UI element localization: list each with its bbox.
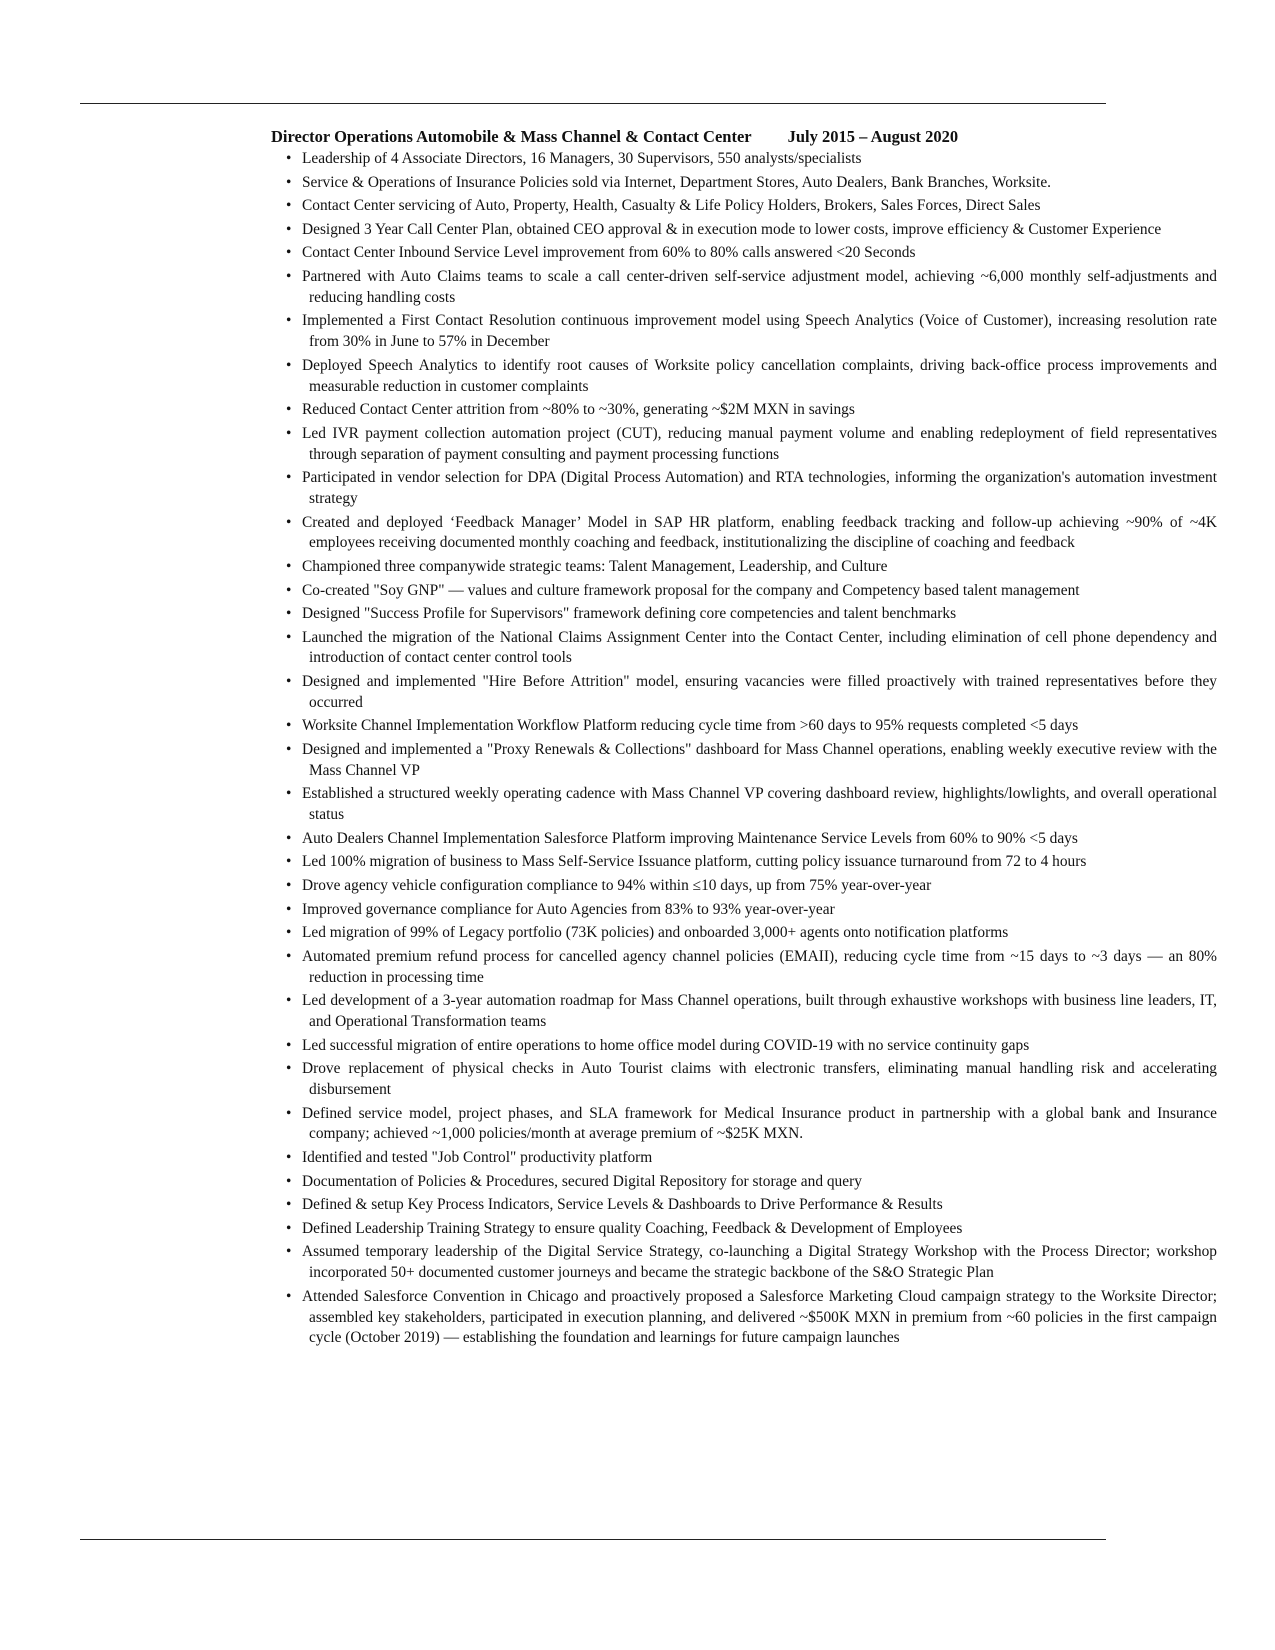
bullet-icon: • [286,197,292,215]
bullet-item [271,784,1217,826]
bullet-icon: • [286,741,292,759]
bullet-text: Attended Salesforce Convention in Chicago and proactively proposed a Salesforce Marketing Cloud campaign strategy to the Worksite Director; assembled key stakeholders, participated in execution planning, and delivered ~$500K MXN in premium from ~60 policies in the first campaign cycle (October 2019) — establishing the foundation and learnings for future campaign launches [302,1287,1217,1347]
bullet-icon: • [286,581,292,599]
bullet-text: Defined & setup Key Process Indicators, Service Levels & Dashboards to Drive Performance & Results [302,1196,943,1214]
job-dates: July 2015 – August 2020 [787,127,959,146]
bullet-text: Established a structured weekly operating cadence with Mass Channel VP covering dashboard review, highlights/lowlights, and overall operational status [302,785,1217,824]
bullet-item [271,1195,1217,1216]
bullet-icon: • [286,900,292,918]
bullet-item [271,149,1217,170]
bullet-item [271,716,1217,737]
bullet-icon: • [286,244,292,262]
bullet-item [271,173,1217,194]
bullet-text: Designed and implemented a "Proxy Renewals & Collections" dashboard for Mass Channel operations, enabling weekly executive review with the Mass Channel VP [302,741,1217,779]
bullet-text: Designed "Success Profile for Supervisors" framework defining core competencies and talent benchmarks [302,605,957,623]
bullet-icon: • [286,992,292,1010]
bullet-icon: • [286,628,292,646]
experience-section [271,126,1217,1352]
bottom-divider [80,1539,1106,1540]
bullet-text: Led 100% migration of business to Mass Self-Service Issuance platform, cutting policy issuance turnaround from 72 to 4 hours [302,853,1087,871]
bullet-icon: • [286,1060,292,1078]
bullet-icon: • [286,947,292,965]
bullet-item [271,220,1217,241]
bullet-text: Drove replacement of physical checks in Auto Tourist claims with electronic transfers, eliminating manual handling risk and accelerating disbursement [302,1060,1217,1098]
job-header [271,126,1217,148]
bullet-icon: • [286,469,292,487]
bullet-item [271,628,1217,670]
bullet-icon: • [286,513,292,531]
bullet-text: Designed and implemented "Hire Before Attrition" model, ensuring vacancies were filled proactively with trained representatives before they occurred [302,673,1217,711]
bullet-item [271,1242,1217,1284]
bullet-item [271,740,1217,782]
bullet-text: Contact Center Inbound Service Level improvement from 60% to 80% calls answered <20 Seconds [302,244,916,262]
bullet-item [271,852,1217,873]
bullet-icon: • [286,829,292,847]
bullet-item [271,672,1217,714]
bullet-icon: • [286,424,292,442]
bullet-text: Created and deployed ‘Feedback Manager’ Model in SAP HR platform, enabling feedback tracking and follow-up achieving ~90% of ~4K employees receiving documented monthly coaching and feedback, institutionalizing the discipline of coaching and feedback [302,513,1217,552]
bullet-text: Automated premium refund process for cancelled agency channel policies (EMAII), reducing cycle time from ~15 days to ~3 days — an 80% reduction in processing time [302,947,1217,986]
bullet-text: Partnered with Auto Claims teams to scale a call center-driven self-service adjustment model, achieving ~6,000 monthly self-adjustments and reducing handling costs [302,267,1217,306]
bullet-text: Co-created "Soy GNP" — values and culture framework proposal for the company and Competency based talent management [302,581,1080,599]
bullet-text: Led development of a 3-year automation roadmap for Mass Channel operations, built through exhaustive workshops with business line leaders, IT, and Operational Transformation teams [302,992,1217,1030]
bullet-item [271,1104,1217,1146]
accomplishments-list [271,149,1217,1349]
bullet-item [271,196,1217,217]
bullet-item [271,243,1217,264]
bullet-text: Championed three companywide strategic teams: Talent Management, Leadership, and Culture [302,557,888,575]
bullet-icon: • [286,717,292,735]
bullet-text: Documentation of Policies & Procedures, secured Digital Repository for storage and query [302,1172,862,1190]
bullet-item [271,356,1217,398]
bullet-text: Contact Center servicing of Auto, Property, Health, Casualty & Life Policy Holders, Brokers, Sales Forces, Direct Sales [302,197,1041,215]
bullet-item [271,424,1217,466]
bullet-icon: • [286,924,292,942]
bullet-text: Identified and tested "Job Control" productivity platform [302,1148,653,1166]
bullet-icon: • [286,1196,292,1214]
bullet-item [271,1219,1217,1240]
bullet-item [271,400,1217,421]
bullet-icon: • [286,1287,292,1305]
bullet-icon: • [286,877,292,895]
bullet-icon: • [286,853,292,871]
bullet-text: Worksite Channel Implementation Workflow Platform reducing cycle time from >60 days to 95% requests completed <5 days [302,717,1079,735]
bullet-icon: • [286,785,292,803]
bullet-item [271,1059,1217,1101]
bullet-text: Led IVR payment collection automation project (CUT), reducing manual payment volume and enabling redeployment of field representatives through separation of payment consulting and payment processing functions [302,424,1217,463]
bullet-icon: • [286,312,292,330]
bullet-text: Service & Operations of Insurance Policies sold via Internet, Department Stores, Auto Dealers, Bank Branches, Worksite. [302,173,1051,191]
bullet-icon: • [286,1148,292,1166]
bullet-item [271,876,1217,897]
bullet-icon: • [286,1219,292,1237]
bullet-item [271,1287,1217,1349]
bullet-icon: • [286,356,292,374]
bullet-icon: • [286,220,292,238]
bullet-icon: • [286,1243,292,1261]
bullet-item [271,267,1217,309]
bullet-text: Led successful migration of entire operations to home office model during COVID-19 with no service continuity gaps [302,1036,1030,1054]
bullet-icon: • [286,605,292,623]
job-title: Director Operations Automobile & Mass Channel & Contact Center [271,127,752,146]
bullet-text: Drove agency vehicle configuration compliance to 94% within ≤10 days, up from 75% year-over-year [302,877,932,895]
bullet-item [271,468,1217,510]
bullet-item [271,1148,1217,1169]
bullet-text: Reduced Contact Center attrition from ~80% to ~30%, generating ~$2M MXN in savings [302,401,855,419]
bullet-item [271,311,1217,353]
bullet-item [271,923,1217,944]
bullet-icon: • [286,401,292,419]
bullet-text: Defined Leadership Training Strategy to ensure quality Coaching, Feedback & Development of Employees [302,1219,963,1237]
bullet-icon: • [286,1104,292,1122]
bullet-text: Designed 3 Year Call Center Plan, obtained CEO approval & in execution mode to lower costs, improve efficiency & Customer Experience [302,220,1162,238]
bullet-item [271,604,1217,625]
bullet-item [271,900,1217,921]
bullet-item [271,991,1217,1033]
bullet-icon: • [286,1172,292,1190]
bullet-icon: • [286,1036,292,1054]
bullet-item [271,1036,1217,1057]
bullet-text: Launched the migration of the National Claims Assignment Center into the Contact Center, including elimination of cell phone dependency and introduction of contact center control tools [302,628,1217,667]
bullet-item [271,829,1217,850]
bullet-icon: • [286,173,292,191]
bullet-icon: • [286,557,292,575]
bullet-text: Deployed Speech Analytics to identify root causes of Worksite policy cancellation complaints, driving back-office process improvements and measurable reduction in customer complaints [302,356,1217,395]
bullet-text: Assumed temporary leadership of the Digital Service Strategy, co-launching a Digital Strategy Workshop with the Process Director; workshop incorporated 50+ documented customer journeys and became the strategic backbone of the S&O Strategic Plan [302,1243,1217,1282]
bullet-item [271,581,1217,602]
bullet-item [271,1172,1217,1193]
bullet-text: Improved governance compliance for Auto Agencies from 83% to 93% year-over-year [302,900,835,918]
bullet-icon: • [286,150,292,167]
bullet-item [271,513,1217,555]
bullet-text: Leadership of 4 Associate Directors, 16 Managers, 30 Supervisors, 550 analysts/specialists [302,150,862,167]
bullet-item [271,947,1217,989]
bullet-icon: • [286,267,292,285]
top-divider [80,103,1106,104]
bullet-text: Led migration of 99% of Legacy portfolio (73K policies) and onboarded 3,000+ agents onto notification platforms [302,924,1009,942]
bullet-text: Participated in vendor selection for DPA (Digital Process Automation) and RTA technologies, informing the organization's automation investment strategy [302,469,1217,507]
bullet-text: Implemented a First Contact Resolution continuous improvement model using Speech Analytics (Voice of Customer), increasing resolution rate from 30% in June to 57% in December [302,312,1217,351]
bullet-text: Defined service model, project phases, and SLA framework for Medical Insurance product in partnership with a global bank and Insurance company; achieved ~1,000 policies/month at average premium of ~$25K MXN. [302,1104,1217,1143]
bullet-text: Auto Dealers Channel Implementation Salesforce Platform improving Maintenance Service Levels from 60% to 90% <5 days [302,829,1078,847]
bullet-item [271,557,1217,578]
bullet-icon: • [286,673,292,691]
